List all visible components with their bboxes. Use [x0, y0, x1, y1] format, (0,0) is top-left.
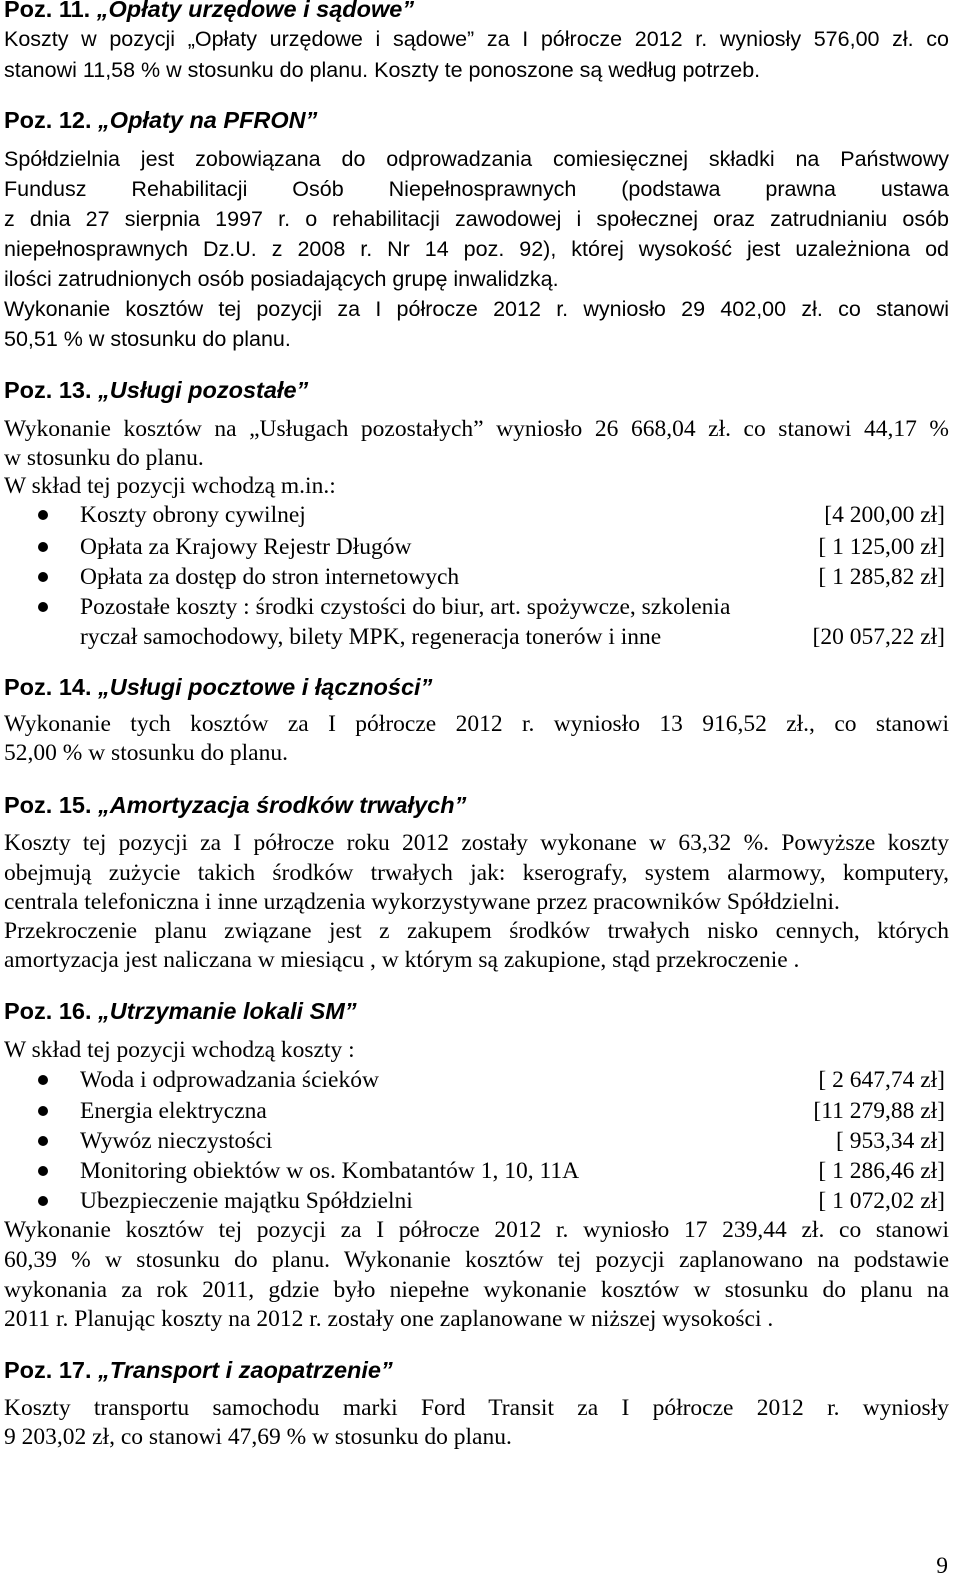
bullet-icon	[38, 542, 48, 552]
section-heading-14	[4, 672, 432, 702]
paragraph-line: Spółdzielnia jest zobowiązana do odprowadzania comiesięcznej składki na Państwowy	[4, 147, 949, 171]
item-label: Opłata za Krajowy Rejestr Długów	[80, 534, 412, 560]
section-title: „Opłaty na PFRON”	[98, 107, 318, 133]
section-number: Poz. 13.	[4, 377, 92, 403]
item-label: Koszty obrony cywilnej	[80, 502, 306, 528]
item-amount: [4 200,00 zł]	[824, 502, 945, 528]
item-label: Ubezpieczenie majątku Spółdzielni	[80, 1188, 413, 1214]
paragraph-line: W skład tej pozycji wchodzą m.in.:	[4, 473, 336, 499]
item-label: Wywóz nieczystości	[80, 1128, 273, 1154]
item-amount: [ 1 285,82 zł]	[818, 564, 945, 590]
paragraph-line: Koszty w pozycji „Opłaty urzędowe i sądowe” za I półrocze 2012 r. wyniosły 576,00 zł. co	[4, 27, 949, 51]
section-title: „Usługi pocztowe i łączności”	[98, 674, 433, 700]
paragraph-line: 50,51 % w stosunku do planu.	[4, 327, 291, 351]
list-item	[0, 1096, 945, 1126]
paragraph-line: Fundusz Rehabilitacji Osób Niepełnosprawnych (podstawa prawna ustawa	[4, 177, 949, 201]
paragraph-line: wykonania za rok 2011, gdzie było niepełne wykonanie kosztów w stosunku do planu na	[4, 1277, 949, 1303]
paragraph-line: 2011 r. Planując koszty na 2012 r. zostały one zaplanowane w niższej wysokości .	[4, 1306, 774, 1332]
section-heading-17	[4, 1355, 393, 1385]
item-label: ryczał samochodowy, bilety MPK, regeneracja tonerów i inne	[80, 624, 662, 650]
section-heading-11	[4, 0, 414, 24]
item-label: Energia elektryczna	[80, 1098, 267, 1124]
paragraph-line: centrala telefoniczna i inne urządzenia wykorzystywane przez pracowników Spółdzielni.	[4, 889, 840, 915]
paragraph-line: z dnia 27 sierpnia 1997 r. o rehabilitacji zawodowej i społecznej oraz zatrudnianiu osób	[4, 207, 949, 231]
paragraph-line: W skład tej pozycji wchodzą koszty :	[4, 1037, 355, 1063]
paragraph-line: 60,39 % w stosunku do planu. Wykonanie kosztów tej pozycji zaplanowano na podstawie	[4, 1247, 949, 1273]
bullet-icon	[38, 1075, 48, 1085]
section-heading-16	[4, 996, 357, 1026]
page-number: 9	[936, 1553, 948, 1579]
bullet-icon	[38, 572, 48, 582]
paragraph-line: 9 203,02 zł, co stanowi 47,69 % w stosunku do planu.	[4, 1424, 512, 1450]
item-amount: [20 057,22 zł]	[812, 624, 945, 650]
paragraph-line: Wykonanie kosztów na „Usługach pozostałych” wyniosło 26 668,04 zł. co stanowi 44,17 %	[4, 416, 949, 442]
section-title: „Opłaty urzędowe i sądowe”	[96, 0, 415, 22]
paragraph-line: w stosunku do planu.	[4, 445, 204, 471]
section-number: Poz. 11.	[4, 0, 91, 22]
paragraph-line: Przekroczenie planu związane jest z zakupem środków trwałych nisko cennych, których	[4, 918, 949, 944]
item-amount: [ 1 072,02 zł]	[818, 1188, 945, 1214]
list-item	[0, 1065, 945, 1095]
paragraph-line: ilości zatrudnionych osób posiadających grupę inwalidzką.	[4, 267, 559, 291]
paragraph-line: 52,00 % w stosunku do planu.	[4, 740, 288, 766]
section-heading-12	[4, 105, 317, 135]
item-amount: [ 953,34 zł]	[836, 1128, 945, 1154]
item-label: Woda i odprowadzania ścieków	[80, 1067, 379, 1093]
list-item	[0, 532, 945, 562]
bullet-icon	[38, 1166, 48, 1176]
section-title: „Usługi pozostałe”	[98, 377, 309, 403]
paragraph-line: Koszty tej pozycji za I półrocze roku 2012 zostały wykonane w 63,32 %. Powyższe koszty	[4, 830, 949, 856]
section-number: Poz. 17.	[4, 1357, 92, 1383]
item-amount: [ 1 286,46 zł]	[818, 1158, 945, 1184]
item-label: Monitoring obiektów w os. Kombatantów 1, 10, 11A	[80, 1158, 580, 1184]
section-number: Poz. 14.	[4, 674, 92, 700]
list-item	[0, 1156, 945, 1186]
section-title: „Amortyzacja środków trwałych”	[98, 792, 467, 818]
paragraph-line: stanowi 11,58 % w stosunku do planu. Koszty te ponoszone są według potrzeb.	[4, 58, 761, 82]
section-heading-15	[4, 790, 466, 820]
bullet-icon	[38, 1106, 48, 1116]
paragraph-line: Wykonanie kosztów tej pozycji za I półrocze 2012 r. wyniosło 17 239,44 zł. co stanowi	[4, 1217, 949, 1243]
paragraph-line: Koszty transportu samochodu marki Ford Transit za I półrocze 2012 r. wyniosły	[4, 1395, 949, 1421]
item-amount: [ 2 647,74 zł]	[818, 1067, 945, 1093]
bullet-icon	[38, 1196, 48, 1206]
section-number: Poz. 12.	[4, 107, 92, 133]
paragraph-line: obejmują zużycie takich środków trwałych jak: kserografy, system alarmowy, komputery,	[4, 860, 949, 886]
section-heading-13	[4, 375, 308, 405]
item-amount: [ 1 125,00 zł]	[818, 534, 945, 560]
section-title: „Transport i zaopatrzenie”	[98, 1357, 393, 1383]
item-label: Opłata za dostęp do stron internetowych	[80, 564, 460, 590]
list-item-continuation	[0, 622, 945, 652]
paragraph-line: niepełnosprawnych Dz.U. z 2008 r. Nr 14 poz. 92), której wysokość jest uzależniona od	[4, 237, 949, 261]
paragraph-line: Wykonanie kosztów tej pozycji za I półrocze 2012 r. wyniosło 29 402,00 zł. co stanowi	[4, 297, 949, 321]
list-item	[0, 562, 945, 592]
list-item	[0, 592, 945, 622]
section-title: „Utrzymanie lokali SM”	[98, 998, 357, 1024]
section-number: Poz. 15.	[4, 792, 92, 818]
list-item	[0, 500, 945, 530]
list-item	[0, 1126, 945, 1156]
item-label: Pozostałe koszty : środki czystości do biur, art. spożywcze, szkolenia	[80, 594, 731, 620]
bullet-icon	[38, 510, 48, 520]
bullet-icon	[38, 602, 48, 612]
section-number: Poz. 16.	[4, 998, 92, 1024]
bullet-icon	[38, 1136, 48, 1146]
paragraph-line: Wykonanie tych kosztów za I półrocze 2012 r. wyniosło 13 916,52 zł., co stanowi	[4, 711, 949, 737]
item-amount: [11 279,88 zł]	[813, 1098, 945, 1124]
list-item	[0, 1186, 945, 1216]
paragraph-line: amortyzacja jest naliczana w miesiącu , w którym są zakupione, stąd przekroczenie .	[4, 947, 800, 973]
